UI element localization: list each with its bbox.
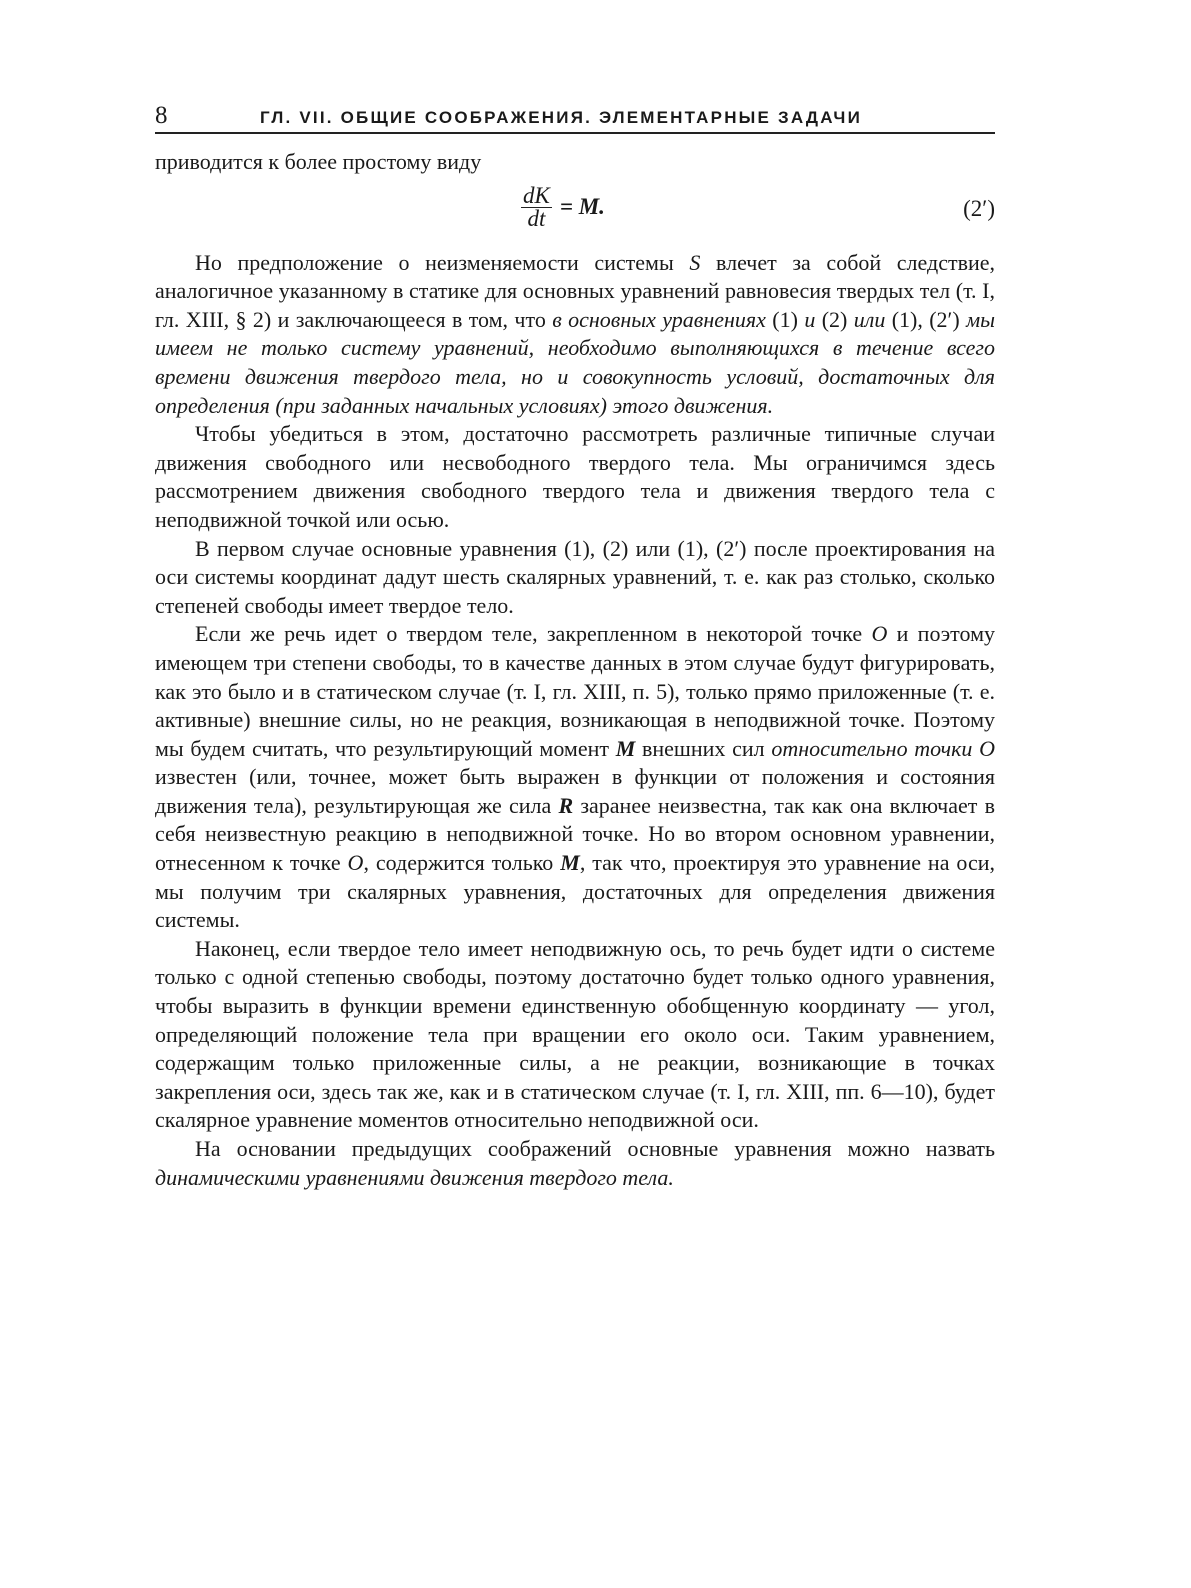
intro-line: приводится к более простому виду xyxy=(155,149,482,174)
text-span: , содержится только xyxy=(363,850,561,876)
text-span: Если же речь идет о твердом теле, закрепленном в некоторой точке xyxy=(195,621,872,647)
italic-span: в основных уравнениях xyxy=(552,306,766,332)
text-span: заранее неизвестна, так как она включает в себя неизвестную реакцию в неподвижной точке. Но во втором основном уравнении, отнесенном к точке xyxy=(155,792,995,876)
text-span: Но предположение о неизменяемости системы xyxy=(195,249,690,275)
point-symbol: O xyxy=(871,621,888,647)
text-span: внешних сил xyxy=(635,735,772,761)
text-span: и поэтому имеющем три степени свободы, то в качестве данных в этом случае будут фигурировать, как это было и в статическом случае (т. I, гл. XIII, п. 5), только прямо приложенные (т. е. активные) внешние силы, но не реакция, возникающая в неподвижной точке. Поэтому мы будем считать, что результирующий момент xyxy=(155,621,995,761)
formula-2-prime xyxy=(155,179,995,243)
italic-span: или xyxy=(853,306,886,332)
point-symbol: O xyxy=(347,850,364,876)
text-span: (1) xyxy=(765,306,805,332)
text-span: (1), (2′) xyxy=(885,306,967,332)
book-page xyxy=(155,100,995,1192)
running-head: ГЛ. VII. ОБЩИЕ СООБРАЖЕНИЯ. ЭЛЕМЕНТАРНЫЕ ЗАДАЧИ xyxy=(260,108,862,127)
fraction-denominator: dt xyxy=(527,205,546,231)
italic-span: относительно точки O xyxy=(771,735,995,761)
paragraph-1 xyxy=(155,249,995,421)
page-number: 8 xyxy=(155,102,168,129)
text-span: влечет за собой следствие, аналогичное указанному в статике для основных уравнений равновесия твердых тел (т. I, гл. XIII, § 2) и заключающееся в том, что xyxy=(155,249,995,332)
paragraph-3: В первом случае основные уравнения (1), (2) или (1), (2′) после проектирования на оси системы координат дадут шесть скалярных уравнений, т. е. как раз столько, сколько степеней свободы имеет твердое тело. xyxy=(155,535,995,618)
paragraph-2: Чтобы убедиться в этом, достаточно рассмотреть различные типичные случаи движения свободного или несвободного твердого тела. Мы ограничимся здесь рассмотрением движения свободного твердого тела и движения твердого тела с неподвижной точкой или осью. xyxy=(155,421,995,532)
text-span: (2) xyxy=(815,306,854,332)
text-span: известен (или, точнее, может быть выражен в функции от положения и состояния движения тела), результирующая же сила xyxy=(155,764,995,818)
force-symbol: R xyxy=(558,792,574,818)
formula-body xyxy=(521,182,605,231)
fraction-numerator: dK xyxy=(523,182,550,208)
italic-emphasis: мы имеем не только систему уравнений, необходимо выполняющихся в течение всего времени движения твердого тела, но и совокупность условий, достаточных для определения (при заданных начальных условиях) этого движения. xyxy=(155,306,996,418)
moment-symbol: M xyxy=(560,850,580,876)
formula-rhs: = M. xyxy=(559,193,605,219)
paragraph-5: Наконец, если твердое тело имеет неподвижную ось, то речь будет идти о системе только с одной степенью свободы, поэтому достаточно будет только одного уравнения, чтобы выразить в функции времени единственную обобщенную координату — угол, определяющий положение тела при вращении его около оси. Таким уравнением, содержащим только приложенные силы, а не реакции, возникающие в точках закрепления оси, здесь так же, как и в статическом случае (т. I, гл. XIII, пп. 6—10), будет скалярное уравнение моментов относительно неподвижной оси. xyxy=(155,935,995,1133)
paragraph-6 xyxy=(155,1135,995,1192)
page-content xyxy=(155,148,995,1192)
italic-emphasis: динамическими уравнениями движения твердого тела. xyxy=(155,1164,674,1190)
page-header xyxy=(155,100,995,134)
derivative-fraction xyxy=(521,182,552,231)
text-span: , так что, проектируя это уравнение на оси, мы получим три скалярных уравнения, достаточных для определения движения системы. xyxy=(155,850,996,933)
moment-symbol: M xyxy=(615,735,636,761)
formula-number: (2′) xyxy=(963,195,995,221)
paragraph-4 xyxy=(155,620,995,935)
system-symbol: S xyxy=(689,249,701,275)
italic-span: и xyxy=(804,306,816,332)
text-span: На основании предыдущих соображений основные уравнения можно назвать xyxy=(195,1136,995,1161)
